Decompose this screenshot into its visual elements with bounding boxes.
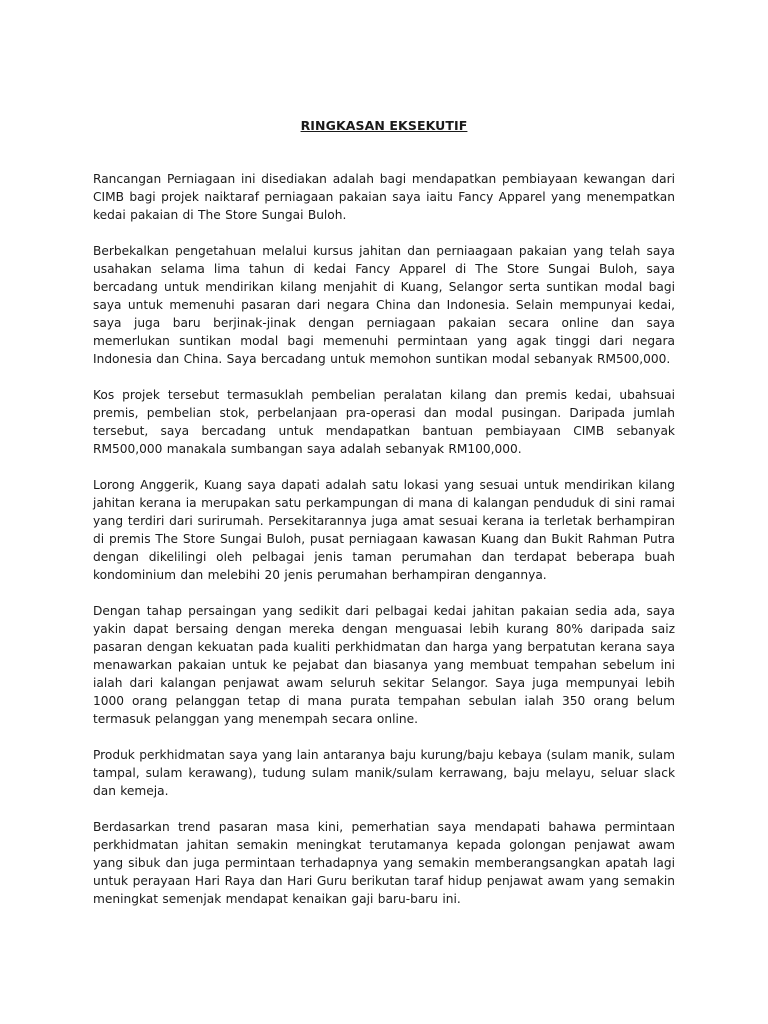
document-body bbox=[93, 170, 675, 908]
paragraph-market-trend: Berdasarkan trend pasaran masa kini, pemerhatian saya mendapati bahawa permintaan perkhidmatan jahitan semakin meningkat terutamanya kepada golongan penjawat awam yang sibuk dan juga permintaan terhadapnya yang semakin memberangsangkan apatah lagi untuk perayaan Hari Raya dan Hari Guru berikutan taraf hidup penjawat awam yang semakin meningkat semenjak mendapat kenaikan gaji baru-baru ini. bbox=[93, 820, 675, 906]
paragraph-competition: Dengan tahap persaingan yang sedikit dari pelbagai kedai jahitan pakaian sedia ada, saya yakin dapat bersaing dengan mereka dengan menguasai lebih kurang 80% daripada saiz pasaran dengan kekuatan pada kualiti perkhidmatan dan harga yang berpatutan kerana saya menawarkan pakaian untuk ke pejabat dan biasanya yang membuat tempahan sebelum ini ialah dari kalangan penjawat awam seluruh sekitar Selangor. Saya juga mempunyai lebih 1000 orang pelanggan tetap di mana purata tempahan sebulan ialah 350 orang belum termasuk pelanggan yang menempah secara online. bbox=[93, 604, 675, 726]
paragraph-introduction: Rancangan Perniagaan ini disediakan adalah bagi mendapatkan pembiayaan kewangan dari CIMB bagi projek naiktaraf perniagaan pakaian saya iaitu Fancy Apparel yang menempatkan kedai pakaian di The Store Sungai Buloh. bbox=[93, 172, 675, 222]
paragraph-products: Produk perkhidmatan saya yang lain antaranya baju kurung/baju kebaya (sulam manik, sulam tampal, sulam kerawang), tudung sulam manik/sulam kerrawang, baju melayu, seluar slack dan kemeja. bbox=[93, 748, 675, 798]
paragraph-location: Lorong Anggerik, Kuang saya dapati adalah satu lokasi yang sesuai untuk mendirikan kilang jahitan kerana ia merupakan satu perkampungan di mana di kalangan penduduk di sini ramai yang terdiri dari surirumah. Persekitarannya juga amat sesuai kerana ia terletak berhampiran di premis The Store Sungai Buloh, pusat perniagaan kawasan Kuang dan Bukit Rahman Putra dengan dikelilingi oleh pelbagai jenis taman perumahan dan terdapat beberapa buah kondominium dan melebihi 20 jenis perumahan berhampiran dengannya. bbox=[93, 478, 675, 582]
document-title: RINGKASAN EKSEKUTIF bbox=[300, 118, 468, 133]
paragraph-background: Berbekalkan pengetahuan melalui kursus jahitan dan perniaagaan pakaian yang telah saya usahakan selama lima tahun di kedai Fancy Apparel di The Store Sungai Buloh, saya bercadang untuk mendirikan kilang menjahit di Kuang, Selangor serta suntikan modal bagi saya untuk memenuhi pasaran dari negara China dan Indonesia. Selain mempunyai kedai, saya juga baru berjinak-jinak dengan perniagaan pakaian secara online dan saya memerlukan suntikan modal bagi memenuhi permintaan yang agak tinggi dari negara Indonesia dan China. Saya bercadang untuk memohon suntikan modal sebanyak RM500,000. bbox=[93, 244, 675, 366]
paragraph-project-cost: Kos projek tersebut termasuklah pembelian peralatan kilang dan premis kedai, ubahsuai premis, pembelian stok, perbelanjaan pra-operasi dan modal pusingan. Daripada jumlah tersebut, saya bercadang untuk mendapatkan bantuan pembiayaan CIMB sebanyak RM500,000 manakala sumbangan saya adalah sebanyak RM100,000. bbox=[93, 388, 675, 456]
